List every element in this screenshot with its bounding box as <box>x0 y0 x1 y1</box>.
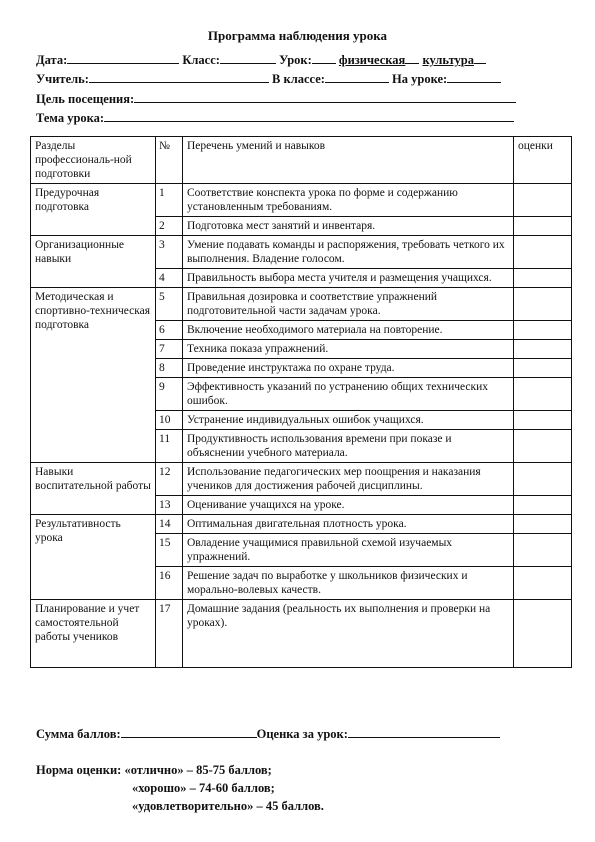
skill-text: Продуктивность использования времени при показе и объяснении учебного материала. <box>183 430 514 463</box>
row-number: 12 <box>156 463 183 496</box>
sum-line <box>36 724 500 742</box>
section-cell: Методическая и спортивно-техническая подготовка <box>31 288 156 463</box>
score-cell[interactable] <box>514 463 572 496</box>
skill-text: Правильность выбора места учителя и размещения учащихся. <box>183 269 514 288</box>
topic-label: Тема урока: <box>36 111 105 125</box>
skill-text: Техника показа упражнений. <box>183 340 514 359</box>
row-number: 14 <box>156 515 183 534</box>
header-line-2 <box>36 69 501 87</box>
topic-field[interactable] <box>104 108 514 122</box>
header-line-1 <box>36 50 486 68</box>
skill-text: Оптимальная двигательная плотность урока. <box>183 515 514 534</box>
score-cell[interactable] <box>514 496 572 515</box>
section-cell: Организационные навыки <box>31 236 156 288</box>
row-number: 3 <box>156 236 183 269</box>
skill-text: Оценивание учащихся на уроке. <box>183 496 514 515</box>
lesson-value-1: физическая <box>338 53 406 67</box>
grade-label: Оценка за урок: <box>256 727 348 741</box>
score-cell[interactable] <box>514 534 572 567</box>
skill-text: Включение необходимого материала на повторение. <box>183 321 514 340</box>
score-cell[interactable] <box>514 600 572 668</box>
header-line-4 <box>36 108 514 126</box>
table-row <box>31 288 572 321</box>
table-row <box>31 515 572 534</box>
evaluation-table <box>30 136 572 668</box>
skill-text: Решение задач по выработке у школьников физических и морально-волевых качеств. <box>183 567 514 600</box>
skill-text: Умение подавать команды и распоряжения, требовать четкого их выполнения. Владение голосом. <box>183 236 514 269</box>
goal-label: Цель посещения: <box>36 92 135 106</box>
skill-text: Домашние задания (реальность их выполнения и проверки на уроках). <box>183 600 514 668</box>
score-cell[interactable] <box>514 359 572 378</box>
class-label: Класс: <box>182 53 220 67</box>
score-cell[interactable] <box>514 567 572 600</box>
row-number: 7 <box>156 340 183 359</box>
sum-field[interactable] <box>121 724 257 738</box>
section-cell: Навыки воспитательной работы <box>31 463 156 515</box>
row-number: 13 <box>156 496 183 515</box>
skill-text: Проведение инструктажа по охране труда. <box>183 359 514 378</box>
norm-satisfactory: «удовлетворительно» – 45 баллов. <box>132 799 324 813</box>
score-cell[interactable] <box>514 378 572 411</box>
in-class-field[interactable] <box>325 69 389 83</box>
score-cell[interactable] <box>514 184 572 217</box>
table-row <box>31 184 572 217</box>
header-skills: Перечень умений и навыков <box>183 137 514 184</box>
score-cell[interactable] <box>514 515 572 534</box>
skill-text: Эффективность указаний по устранению общих технических ошибок. <box>183 378 514 411</box>
score-cell[interactable] <box>514 217 572 236</box>
goal-field[interactable] <box>134 89 516 103</box>
norm-label: Норма оценки: <box>36 763 122 777</box>
teacher-label: Учитель: <box>36 72 89 86</box>
section-cell: Предурочная подготовка <box>31 184 156 236</box>
date-label: Дата: <box>36 53 68 67</box>
score-cell[interactable] <box>514 411 572 430</box>
table-row <box>31 600 572 668</box>
sum-label: Сумма баллов: <box>36 727 121 741</box>
skill-text: Использование педагогических мер поощрения и наказания учеников для достижения рабочей дисциплины. <box>183 463 514 496</box>
header-sections: Разделы профессиональ-ной подготовки <box>31 137 156 184</box>
grade-field[interactable] <box>348 724 500 738</box>
row-number: 8 <box>156 359 183 378</box>
row-number: 6 <box>156 321 183 340</box>
row-number: 15 <box>156 534 183 567</box>
on-lesson-label: На уроке: <box>392 72 448 86</box>
score-cell[interactable] <box>514 269 572 288</box>
class-field[interactable] <box>220 50 276 64</box>
score-cell[interactable] <box>514 321 572 340</box>
norm-good: «хорошо» – 74-60 баллов; <box>132 781 275 795</box>
header-num: № <box>156 137 183 184</box>
table-row <box>31 463 572 496</box>
in-class-label: В классе: <box>272 72 325 86</box>
row-number: 16 <box>156 567 183 600</box>
header-line-3 <box>36 89 516 107</box>
score-cell[interactable] <box>514 288 572 321</box>
section-cell: Планирование и учет самостоятельной работы учеников <box>31 600 156 668</box>
teacher-field[interactable] <box>89 69 269 83</box>
table-header-row <box>31 137 572 184</box>
row-number: 17 <box>156 600 183 668</box>
lesson-label: Урок: <box>279 53 312 67</box>
row-number: 4 <box>156 269 183 288</box>
row-number: 11 <box>156 430 183 463</box>
score-cell[interactable] <box>514 340 572 359</box>
section-cell: Результативность урока <box>31 515 156 600</box>
norm-excellent: «отлично» – 85-75 баллов; <box>124 763 272 777</box>
skill-text: Овладение учащимися правильной схемой изучаемых упражнений. <box>183 534 514 567</box>
page-title: Программа наблюдения урока <box>207 28 388 43</box>
row-number: 5 <box>156 288 183 321</box>
score-cell[interactable] <box>514 236 572 269</box>
norm-line-1 <box>36 763 272 778</box>
row-number: 9 <box>156 378 183 411</box>
skill-text: Подготовка мест занятий и инвентаря. <box>183 217 514 236</box>
skill-text: Соответствие конспекта урока по форме и содержанию установленным требованиям. <box>183 184 514 217</box>
score-cell[interactable] <box>514 430 572 463</box>
on-lesson-field[interactable] <box>447 69 501 83</box>
table-row <box>31 236 572 269</box>
row-number: 10 <box>156 411 183 430</box>
skill-text: Правильная дозировка и соответствие упражнений подготовительной части задачам урока. <box>183 288 514 321</box>
row-number: 2 <box>156 217 183 236</box>
skill-text: Устранение индивидуальных ошибок учащихся. <box>183 411 514 430</box>
date-field[interactable] <box>67 50 179 64</box>
lesson-value-2: культура <box>422 53 474 67</box>
header-score: оценки <box>514 137 572 184</box>
row-number: 1 <box>156 184 183 217</box>
